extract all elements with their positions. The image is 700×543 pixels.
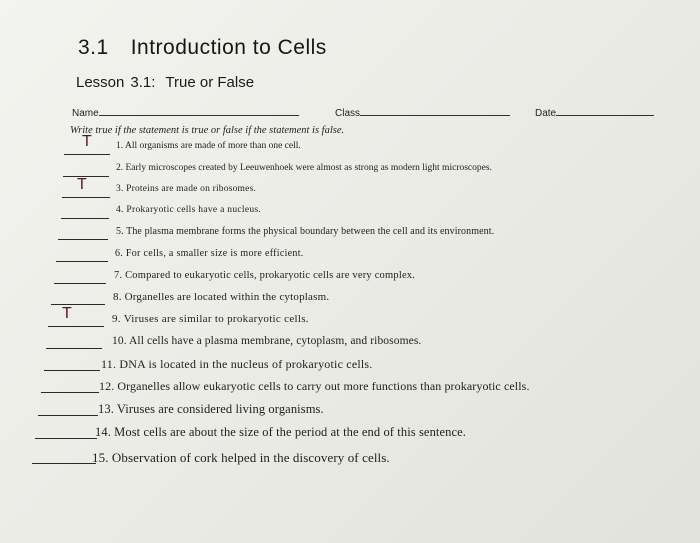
answer-blank[interactable] [35, 438, 97, 439]
lesson-label: Lesson [76, 74, 125, 91]
lesson-heading [76, 74, 254, 91]
question-text: 6. For cells, a smaller size is more efficient. [115, 248, 304, 259]
question-text: 5. The plasma membrane forms the physical boundary between the cell and its environment. [116, 226, 495, 237]
date-label: Date [535, 108, 557, 119]
date-field[interactable] [535, 106, 654, 119]
question-text: 12. Organelles allow eukaryotic cells to carry out more functions than prokaryotic cells. [99, 379, 530, 393]
answer-blank[interactable] [44, 370, 100, 371]
question-text: 11. DNA is located in the nucleus of prokaryotic cells. [101, 357, 373, 371]
answer-blank[interactable] [54, 283, 106, 284]
handwritten-answer: T [82, 133, 92, 150]
question-text: 4. Prokaryotic cells have a nucleus. [116, 205, 262, 215]
question-text: 13. Viruses are considered living organisms. [98, 402, 324, 416]
question-text: 7. Compared to eukaryotic cells, prokaryotic cells are very complex. [114, 270, 416, 281]
date-line[interactable] [556, 106, 654, 116]
question-text: 15. Observation of cork helped in the discovery of cells. [92, 450, 390, 465]
question-text: 14. Most cells are about the size of the period at the end of this sentence. [95, 425, 467, 439]
handwritten-answer: T [62, 305, 72, 322]
instructions: Write true if the statement is true or false if the statement is false. [70, 125, 345, 136]
question-text: 8. Organelles are located within the cytoplasm. [113, 291, 330, 303]
answer-blank[interactable] [56, 261, 108, 262]
name-line[interactable] [99, 106, 299, 116]
question-text: 2. Early microscopes created by Leeuwenhoek were almost as strong as modern light microscopes. [116, 163, 492, 173]
answer-blank[interactable] [64, 154, 110, 155]
class-line[interactable] [360, 106, 510, 116]
lesson-title: True or False [165, 74, 255, 91]
handwritten-answer: T [77, 176, 87, 193]
answer-blank[interactable] [32, 463, 96, 464]
answer-blank[interactable] [48, 326, 104, 327]
page-title [78, 36, 327, 60]
question-text: 10. All cells have a plasma membrane, cytoplasm, and ribosomes. [112, 335, 422, 347]
answer-blank[interactable] [61, 218, 109, 219]
student-info-row [72, 106, 672, 122]
name-label: Name [72, 108, 99, 119]
answer-blank[interactable] [51, 304, 105, 305]
chapter-title: Introduction to Cells [130, 36, 327, 59]
lesson-number: 3.1: [130, 74, 156, 91]
answer-blank[interactable] [62, 197, 110, 198]
answer-blank[interactable] [46, 348, 102, 349]
chapter-number: 3.1 [78, 36, 109, 59]
answer-blank[interactable] [58, 239, 108, 240]
answer-blank[interactable] [41, 392, 99, 393]
question-text: 3. Proteins are made on ribosomes. [116, 184, 257, 194]
class-label: Class [335, 108, 361, 119]
question-text: 1. All organisms are made of more than one cell. [116, 141, 301, 151]
answer-blank[interactable] [38, 415, 98, 416]
question-text: 9. Viruses are similar to prokaryotic cells. [112, 313, 309, 325]
class-field[interactable] [335, 106, 510, 119]
name-field[interactable] [72, 106, 299, 119]
